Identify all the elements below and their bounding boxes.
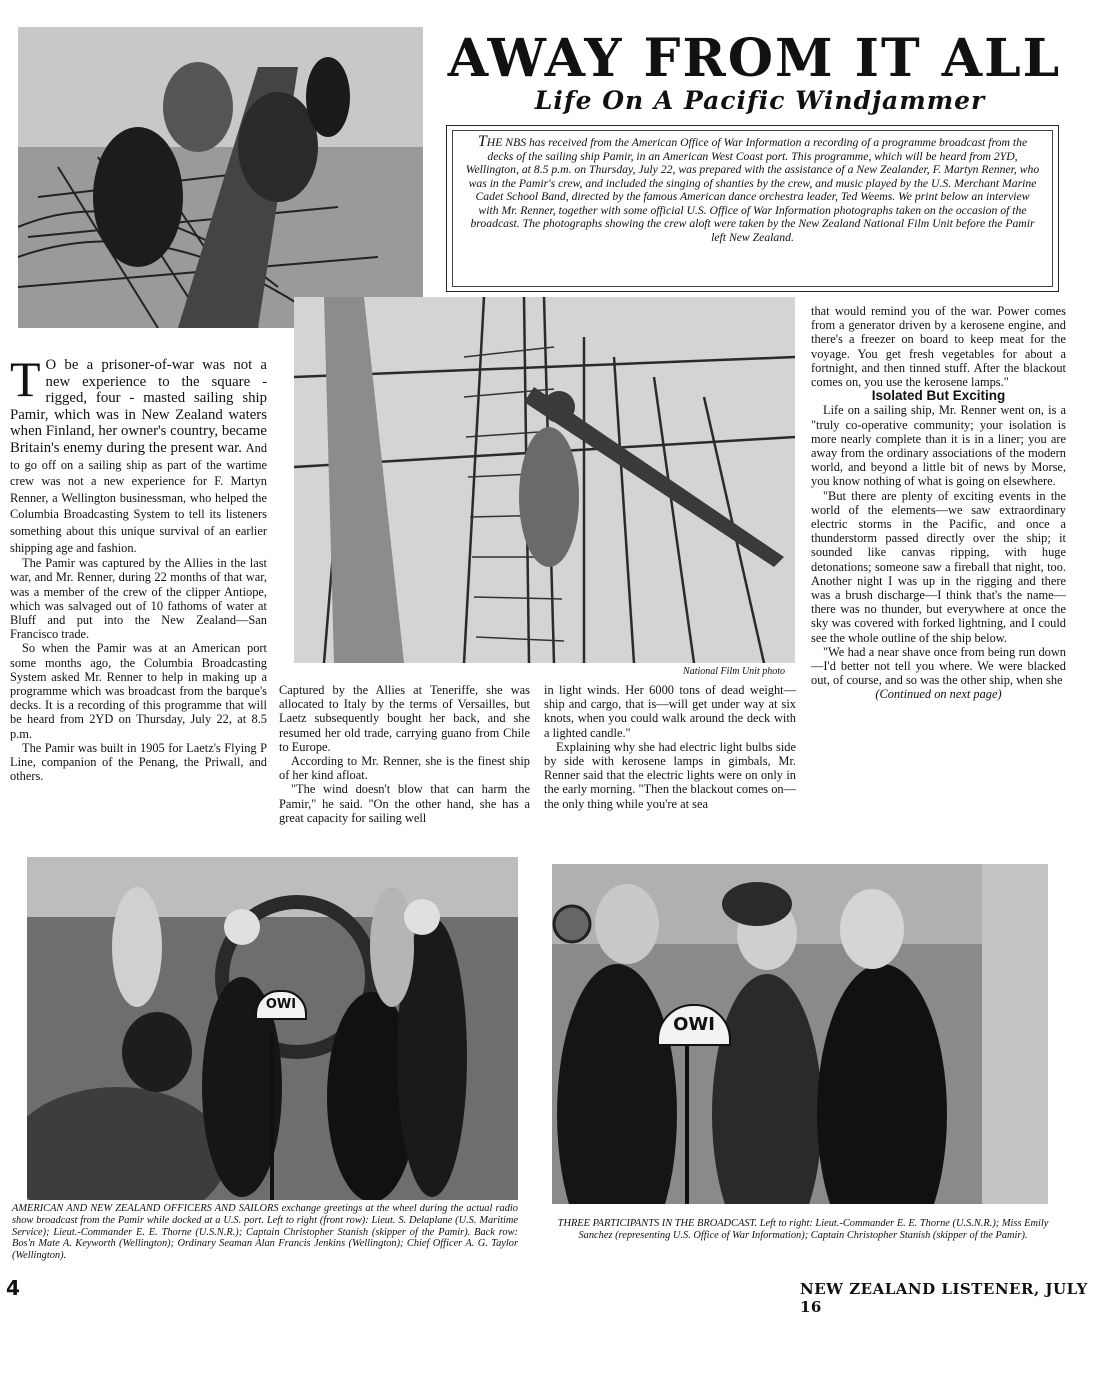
article-paragraph: "But there are plenty of exciting events in the world of the elements—we saw extraordinary electric storms in the Pacific, and once a thunderstorm passed directly over the ship; it sounded like canvas ripping, with huge detonations; someone saw a fireball that night, too. Another night I was up in the rigging and there was a brush discharge—I think that's the name—there was no thunder, but everywhere at once the sky was covered with forked lightning, and I could see the whole outline of the ship below. [811,488,1066,645]
lead-text: O be a prisoner-of-war was not a new experience to the square - rigged, four - masted sailing ship Pamir, which was in New Zealand waters when Finland, her owner's country, became Britain's enemy during the present war. [10,357,267,456]
article-paragraph: According to Mr. Renner, she is the finest ship of her kind afloat. [279,754,530,783]
article-paragraph: Life on a sailing ship, Mr. Renner went on, is a "truly co-operative community; your isolation is more nearly complete than it is in a liner; you are away from the ordinary associations of the modern world, and beyond a little bit of news by Morse, you know nothing of what is going on elsewhere. [811,403,1066,489]
photo-credit: National Film Unit photo [683,666,785,677]
continued-notice: (Continued on next page) [875,687,1002,702]
article-paragraph: Explaining why she had electric light bulbs side by side with kerosene lamps in gimbals, Mr. Renner said that the electric lights were on only in the early morning. "Then the blackout comes on—the only thing while you're at sea [544,739,796,811]
publication-footer: NEW ZEALAND LISTENER, JULY 16 [800,1280,1088,1316]
mic-label: OWI [265,997,297,1012]
photo-crew-in-rigging [18,27,423,328]
article-paragraph: The Pamir was built in 1905 for Laetz's Flying P Line, companion of the Penang, the Priwall, and others. [10,740,267,784]
page-number: 4 [6,1276,20,1300]
article-paragraph: The Pamir was captured by the Allies in the last war, and Mr. Renner, during 22 months of that war, was a member of the crew of the clipper Antiope, which was salvaged out of 10 fathoms of water at Bluff and put into the New Zealand—San Francisco trade. [10,556,267,642]
article-column-2 [279,683,530,825]
article-paragraph: "We had a near shave once from being run down—I'd better not tell you where. We were blacked out, of course, and so was the other ship, when she [811,644,1066,688]
intro-initial: T [477,133,487,150]
article-column-4 [811,304,1066,702]
article-paragraph: So when the Pamir was at an American port some months ago, the Columbia Broadcasting System asked Mr. Renner to help in making up a programme which was broadcast from the barque's decks. It is a recording of this programme that will be heard from 2YD on Thursday, July 22, at 8.5 p.m. [10,641,267,741]
article-paragraph: "The wind doesn't blow that can harm the Pamir," he said. "On the other hand, she has a great capacity for sailing well [279,782,530,825]
caption-three-participants: THREE PARTICIPANTS IN THE BROADCAST. Left to right: Lieut.-Commander E. E. Thorne (U.S.N.R.); Miss Emily Sanchez (representing U.S. Office of War Information); Captain Christopher Stanish (skipper of the Pamir). [557,1218,1049,1241]
intro-body: HE NBS has received from the American Office of War Information a recording of a programme broadcast from the decks of the sailing ship Pamir, in an American West Coast port. This programme, which will be heard from 2YD, Wellington, at 8.5 p.m. on Thursday, July 22, was prepared with the assistance of a New Zealander, F. Martyn Renner, who was in the Pamir's crew, and included the singing of shanties by the crew, and music played by the U.S. Merchant Marine Cadet School Band, directed by the famous American dance orchestra leader, Ted Weems. We print below an interview with Mr. Renner, together with some official U.S. Office of War Information photographs taken on the occasion of the broadcast. The photographs showing the crew aloft were taken by the New Zealand National Film Unit before the Pamir left New Zealand. [465,136,1040,244]
intro-box [446,125,1059,292]
headline-title: AWAY FROM IT ALL [447,28,1062,89]
section-subheading: Isolated But Exciting [871,388,1006,404]
article-paragraph: Captured by the Allies at Teneriffe, she was allocated to Italy by the terms of Versailles, but Laetz subsequently bought her back, and she resumed her old trade, carrying guano from Chile to Europe. [279,683,530,754]
mic-label: OWI [673,1014,715,1035]
intro-text [452,130,1053,287]
lead-continued-text: And to go off on a sailing ship as part of the wartime crew was not a new experience for F. Martyn Renner, a Wellington businessman, who helped the Columbia Broadcasting System to tell its listeners something about this unique survival of an earlier shipping age and fashion. [10,440,268,555]
article-paragraph: in light winds. Her 6000 tons of dead weight—ship and cargo, that is—will get under way at six knots, when you could walk around the deck with a lighted candle." [544,683,796,740]
photo-officers-at-wheel [27,857,518,1200]
article-paragraph: that would remind you of the war. Power comes from a generator driven by a kerosene engine, and there's a freezer on board to keep meat for the voyage. You get fresh vegetables for about a fortnight, and then tinned stuff. After the blackout comes on, you use the kerosene lamps." [811,304,1066,390]
article-lead-paragraph [10,351,268,556]
photo-three-participants [552,864,1048,1204]
headline-subtitle: Life On A Pacific Windjammer [534,86,986,115]
article-column-1 [10,351,268,784]
article-column-3 [544,683,796,811]
photo-sailor-climbing-ratlines [294,297,795,663]
caption-officers-at-wheel: AMERICAN AND NEW ZEALAND OFFICERS AND SAILORS exchange greetings at the wheel during the actual radio show broadcast from the Pamir while docked at a U.S. port. Left to right (front row): Lieut. S. Delaplane (U.S. Maritime Service); Lieut.-Commander E. E. Thorne (U.S.N.R.); Captain Christopher Stanish (skipper of the Pamir). Back row: Bos'n Mate A. Keyworth (Wellington); Ordinary Seaman Alan Francis Jenkins (Wellington); Chief Officer A. G. Taylor (Wellington). [12,1203,518,1262]
drop-cap: T [10,351,41,407]
